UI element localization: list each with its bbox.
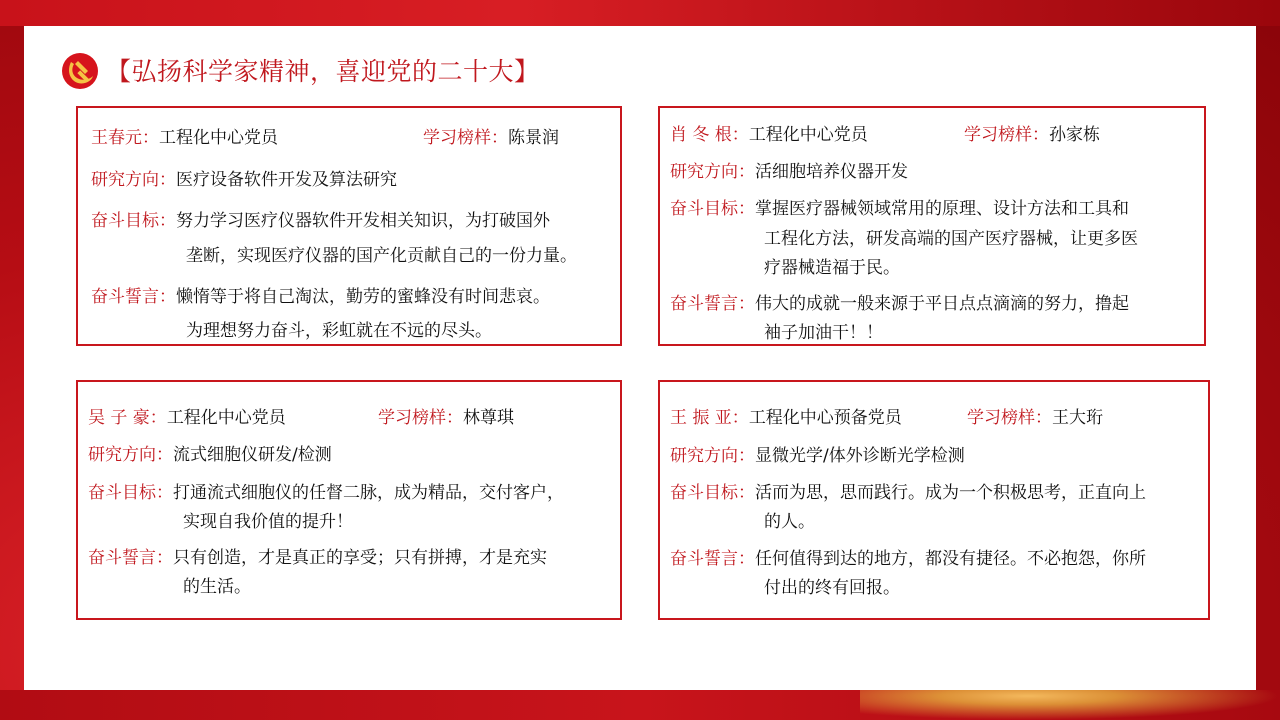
direction-value: 活细胞培养仪器开发: [755, 162, 908, 182]
motto-line-1: 懒惰等于将自己淘汰，勤劳的蜜蜂没有时间悲哀。: [176, 287, 550, 307]
member-position: 工程化中心党员: [748, 125, 868, 145]
motto-label: 奋斗誓言：: [88, 548, 173, 568]
role-model-value: 林尊琪: [463, 408, 514, 428]
role-model: [423, 123, 559, 153]
goal-label: 奋斗目标：: [670, 483, 755, 503]
gold-swirl-decoration: [860, 690, 1280, 720]
member-card-2: [658, 106, 1206, 346]
member-name: 王春元：: [91, 128, 159, 148]
role-model: [964, 120, 1100, 150]
member-header: [670, 120, 868, 150]
goal-line-1: 打通流式细胞仪的任督二脉，成为精品，交付客户，: [173, 483, 564, 503]
goal-line-2: 垄断，实现医疗仪器的国产化贡献自己的一份力量。: [186, 246, 577, 266]
motto: [670, 289, 1129, 319]
motto: [670, 544, 1146, 574]
goal-line-1: 努力学习医疗仪器软件开发相关知识，为打破国外: [176, 211, 550, 231]
motto-line-1: 只有创造，才是真正的享受；只有拼搏，才是充实: [173, 548, 547, 568]
goal-line-2: 实现自我价值的提升！: [183, 512, 353, 532]
direction-value: 流式细胞仪研发/检测: [173, 445, 332, 465]
goal-line-1: 活而为思，思而践行。成为一个积极思考，正直向上: [755, 483, 1146, 503]
goal-label: 奋斗目标：: [88, 483, 173, 503]
direction-label: 研究方向：: [670, 446, 755, 466]
goal-line-1: 掌握医疗器械领域常用的原理、设计方法和工具和: [755, 199, 1129, 219]
research-direction: [670, 157, 908, 187]
goal-label: 奋斗目标：: [670, 199, 755, 219]
top-border-decoration: [0, 0, 1280, 26]
role-model: [967, 403, 1103, 433]
role-model-value: 陈景润: [508, 128, 559, 148]
role-model-label: 学习榜样：: [378, 408, 463, 428]
party-emblem-icon: [58, 50, 102, 90]
member-card-4: [658, 380, 1210, 620]
research-direction: [88, 440, 332, 470]
goal-label: 奋斗目标：: [91, 211, 176, 231]
direction-value: 显微光学/体外诊断光学检测: [755, 446, 965, 466]
title-row: [58, 48, 540, 92]
motto-line-2: 为理想努力奋斗，彩虹就在不远的尽头。: [186, 321, 492, 341]
role-model-label: 学习榜样：: [964, 125, 1049, 145]
research-direction: [670, 441, 965, 471]
member-name: 吴 子 豪：: [88, 408, 167, 428]
motto-line-1: 任何值得到达的地方，都没有捷径。不必抱怨，你所: [755, 549, 1146, 569]
motto-label: 奋斗誓言：: [91, 287, 176, 307]
motto: [88, 543, 547, 573]
role-model-value: 孙家栋: [1049, 125, 1100, 145]
motto-label: 奋斗誓言：: [670, 294, 755, 314]
motto-line-1: 伟大的成就一般来源于平日点点滴滴的努力，撸起: [755, 294, 1129, 314]
motto: [91, 282, 550, 312]
goal-line-2: 工程化方法，研发高端的国产医疗器械，让更多医: [764, 229, 1138, 249]
goal-line-3: 疗器械造福于民。: [764, 258, 900, 278]
goal-line-2: 的人。: [764, 512, 815, 532]
member-header: [91, 123, 278, 153]
member-header: [88, 403, 286, 433]
page-title: 【弘扬科学家精神，喜迎党的二十大】: [106, 57, 540, 86]
member-name: 肖 冬 根：: [670, 125, 749, 145]
goal: [91, 206, 550, 236]
role-model-label: 学习榜样：: [423, 128, 508, 148]
member-card-3: [76, 380, 622, 620]
goal: [670, 478, 1146, 508]
direction-label: 研究方向：: [91, 170, 176, 190]
direction-label: 研究方向：: [670, 162, 755, 182]
motto-line-2: 袖子加油干！！: [764, 323, 883, 343]
member-position: 工程化中心党员: [166, 408, 286, 428]
research-direction: [91, 165, 397, 195]
goal: [670, 194, 1129, 224]
role-model-label: 学习榜样：: [967, 408, 1052, 428]
member-position: 工程化中心党员: [159, 128, 278, 148]
goal: [88, 478, 564, 508]
role-model: [378, 403, 514, 433]
motto-line-2: 的生活。: [183, 577, 251, 597]
motto-line-2: 付出的终有回报。: [764, 578, 900, 598]
direction-label: 研究方向：: [88, 445, 173, 465]
member-name: 王 振 亚：: [670, 408, 749, 428]
role-model-value: 王大珩: [1052, 408, 1103, 428]
motto-label: 奋斗誓言：: [670, 549, 755, 569]
member-position: 工程化中心预备党员: [748, 408, 902, 428]
member-card-1: [76, 106, 622, 346]
member-header: [670, 403, 902, 433]
direction-value: 医疗设备软件开发及算法研究: [176, 170, 397, 190]
